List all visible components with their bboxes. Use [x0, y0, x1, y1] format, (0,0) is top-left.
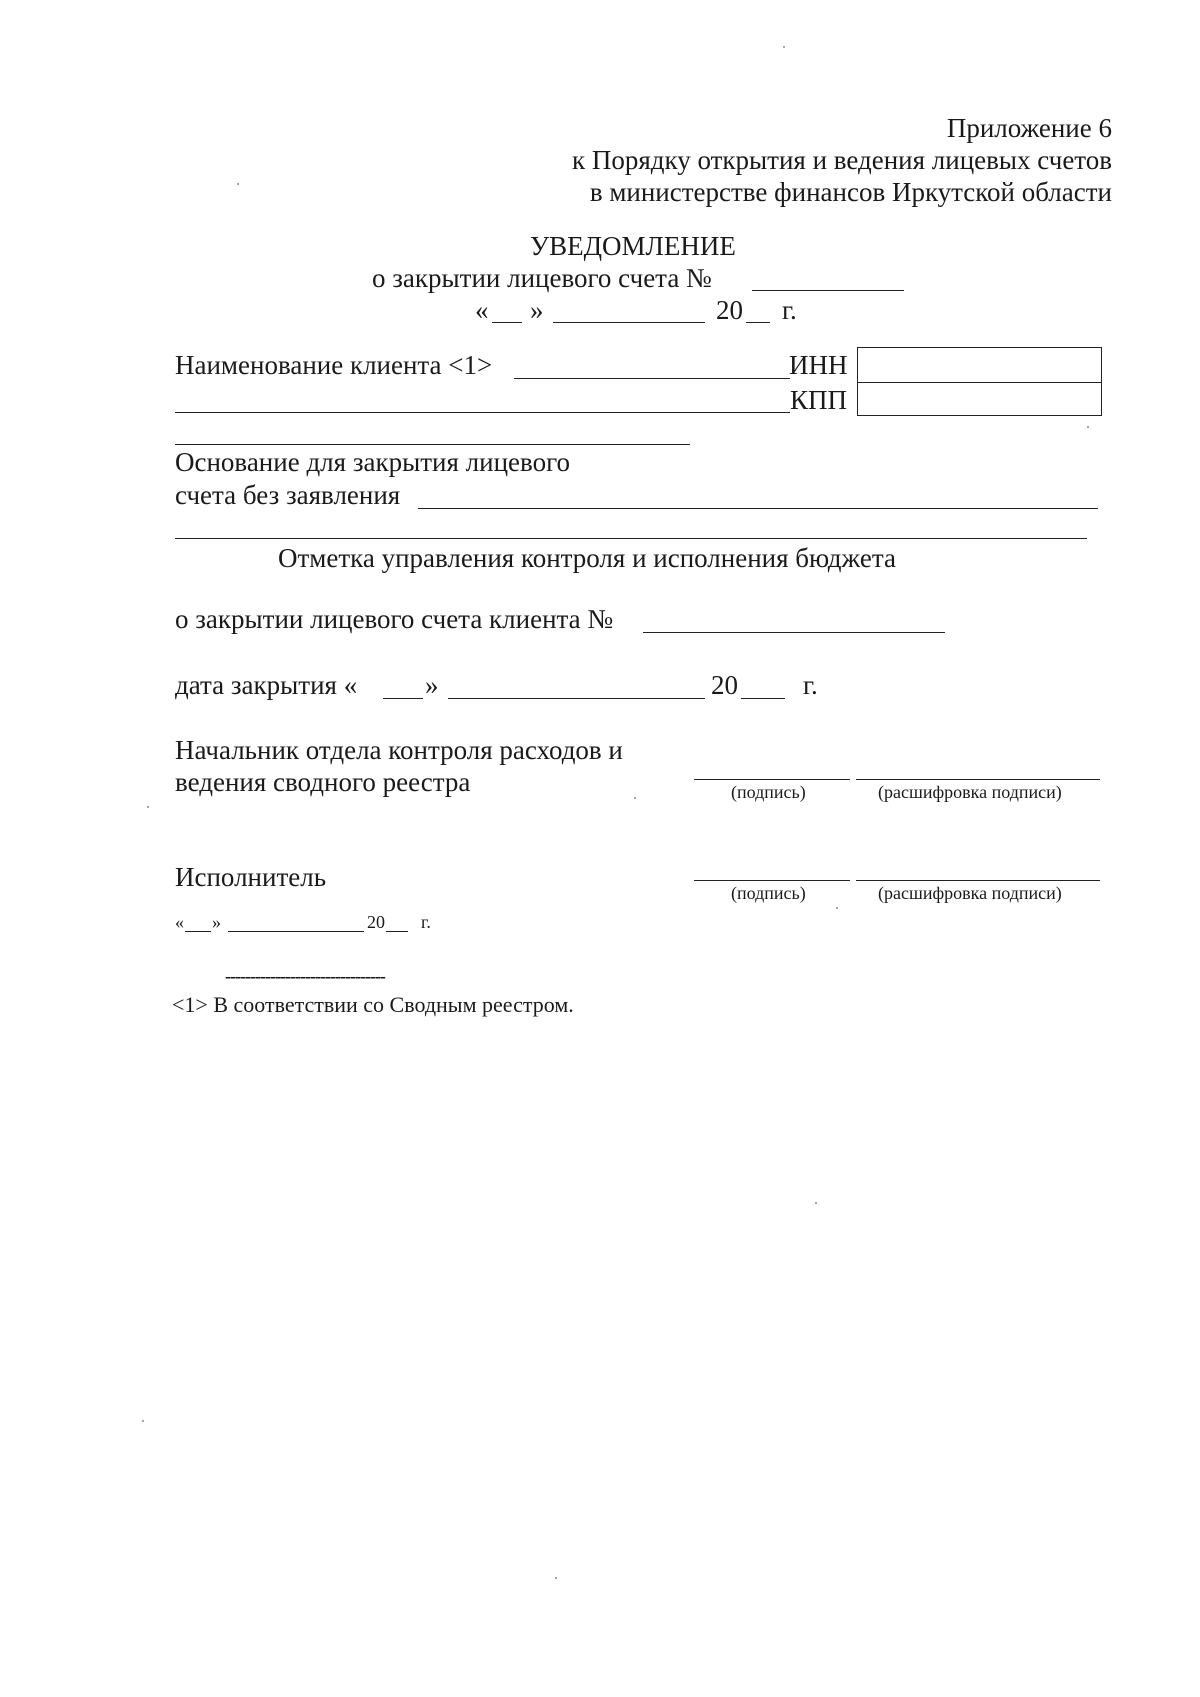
basis-label-line-1: Основание для закрытия лицевого — [175, 447, 570, 477]
mark-account-label: о закрытии лицевого счета клиента № — [175, 604, 614, 634]
title-date-close-quote: » — [530, 295, 544, 325]
scan-speck — [555, 1577, 557, 1579]
title-date-open-quote: « — [475, 295, 489, 325]
executor-date-close-quote: » — [212, 912, 221, 932]
footnote-separator: -------------------------------- — [225, 966, 385, 986]
executor-date-year-line[interactable] — [386, 931, 408, 932]
executor-label: Исполнитель — [175, 862, 327, 892]
title-date-month-line[interactable] — [553, 322, 705, 323]
basis-label-line-2: счета без заявления — [175, 480, 401, 510]
basis-line-2[interactable] — [175, 538, 1087, 539]
scan-speck — [147, 806, 149, 808]
head-decoding-caption: (расшифровка подписи) — [878, 782, 1062, 802]
scan-speck — [1087, 426, 1089, 428]
scan-speck — [142, 1420, 144, 1422]
head-decoding-line[interactable] — [856, 779, 1100, 780]
footnote-text: <1> В соответствии со Сводным реестром. — [172, 992, 574, 1017]
executor-signature-caption: (подпись) — [731, 883, 806, 903]
client-name-line[interactable] — [514, 378, 790, 379]
scan-speck — [783, 46, 785, 48]
title-date-year-prefix: 20 — [716, 295, 743, 325]
mark-date-close-quote: » — [425, 670, 439, 700]
executor-signature-line[interactable] — [694, 880, 850, 881]
scan-speck — [634, 797, 636, 799]
title-date-year-line[interactable] — [746, 322, 770, 323]
client-extra-line[interactable] — [175, 444, 690, 445]
executor-date-year-prefix: 20 — [367, 912, 385, 932]
mark-date-year-prefix: 20 — [711, 670, 738, 700]
document-subtitle: о закрытии лицевого счета № — [372, 263, 712, 293]
mark-date-year-line[interactable] — [741, 698, 785, 699]
kpp-label: КПП — [790, 385, 848, 415]
scan-speck — [237, 183, 239, 185]
appendix-line-1: Приложение 6 — [946, 113, 1112, 143]
mark-account-number-line[interactable] — [643, 632, 945, 633]
client-name-label: Наименование клиента <1> — [175, 350, 493, 380]
executor-decoding-line[interactable] — [856, 880, 1100, 881]
client-name-line-2[interactable] — [175, 412, 790, 413]
inn-field[interactable] — [857, 347, 1102, 383]
document-title: УВЕДОМЛЕНИЕ — [530, 231, 736, 261]
mark-date-day-line[interactable] — [383, 698, 423, 699]
scan-speck — [815, 1202, 817, 1204]
account-number-line[interactable] — [752, 290, 904, 291]
head-of-dept-line-1: Начальник отдела контроля расходов и — [175, 735, 623, 765]
executor-date-month-line[interactable] — [228, 931, 364, 932]
mark-date-year-suffix: г. — [803, 670, 818, 700]
title-date-year-suffix: г. — [782, 295, 797, 325]
head-signature-line[interactable] — [694, 779, 850, 780]
title-date-day-line[interactable] — [492, 322, 522, 323]
kpp-field[interactable] — [857, 382, 1102, 416]
mark-date-month-line[interactable] — [448, 698, 705, 699]
executor-date-day-line[interactable] — [185, 931, 211, 932]
scan-speck — [836, 907, 838, 909]
inn-label: ИНН — [789, 350, 848, 380]
appendix-line-2: к Порядку открытия и ведения лицевых счетов — [571, 145, 1112, 175]
executor-date-year-suffix: г. — [421, 912, 431, 932]
head-of-dept-line-2: ведения сводного реестра — [175, 767, 471, 797]
head-signature-caption: (подпись) — [731, 782, 806, 802]
appendix-line-3: в министерстве финансов Иркутской области — [589, 177, 1112, 207]
basis-line-1[interactable] — [418, 508, 1098, 509]
mark-date-label: дата закрытия « — [175, 670, 358, 700]
executor-date-open-quote: « — [175, 912, 184, 932]
executor-decoding-caption: (расшифровка подписи) — [878, 883, 1062, 903]
mark-heading: Отметка управления контроля и исполнения бюджета — [278, 543, 896, 573]
